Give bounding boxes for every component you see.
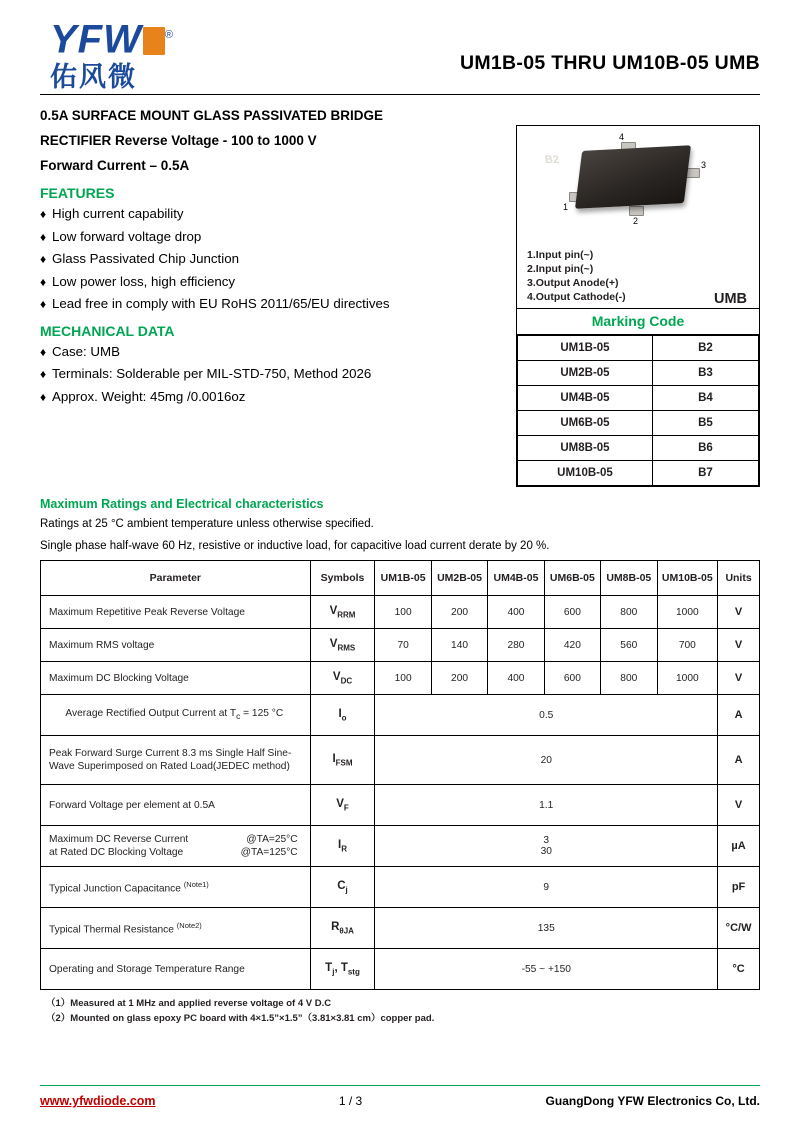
ratings-heading: Maximum Ratings and Electrical characteristics: [40, 497, 324, 511]
footer-row: [40, 1094, 760, 1108]
column-header-um1b: UM1B-05: [375, 561, 431, 596]
marking-code: B3: [652, 361, 758, 386]
pin-description-list: [517, 248, 759, 308]
value-cell: 140: [431, 629, 487, 662]
symbol-main: I: [332, 752, 336, 765]
mechanical-list: [40, 341, 495, 409]
symbol-cell: [310, 629, 375, 662]
mechanical-text: Terminals: Solderable per MIL-STD-750, Method 2026: [52, 366, 372, 381]
table-row: [41, 662, 760, 695]
marking-code: B5: [652, 411, 758, 436]
marking-code: B4: [652, 386, 758, 411]
chip-marking-text: B2: [544, 154, 560, 166]
registered-mark: ®: [164, 29, 174, 41]
unit-cell: °C/W: [718, 908, 760, 949]
parameter-text: Typical Junction Capacitance: [49, 883, 184, 895]
value-cell: 400: [488, 662, 544, 695]
symbol-cell: [310, 785, 375, 826]
mechanical-heading: MECHANICAL DATA: [40, 322, 175, 339]
column-header-um4b: UM4B-05: [488, 561, 544, 596]
column-header-parameter: Parameter: [41, 561, 311, 596]
value-cell: 800: [601, 662, 657, 695]
unit-cell: A: [718, 736, 760, 785]
parameter-name: Maximum DC Blocking Voltage: [41, 662, 311, 695]
symbol-main: V: [336, 797, 344, 810]
symbol-main: T: [325, 961, 333, 974]
value-cell-merged: 9: [375, 867, 718, 908]
symbol-main: V: [329, 637, 338, 650]
pin-2-icon: [629, 206, 644, 216]
mechanical-text: Approx. Weight: 45mg /0.0016oz: [52, 388, 246, 404]
symbol-sub: RMS: [337, 643, 356, 653]
column-header-um2b: UM2B-05: [431, 561, 487, 596]
package-name-label: UMB: [713, 291, 747, 307]
parameter-name: Peak Forward Surge Current 8.3 ms Single Half Sine-Wave Superimposed on Rated Load(JEDEC method): [41, 736, 311, 785]
page-number: 1 / 3: [338, 1094, 363, 1108]
symbol-sub: RRM: [337, 610, 356, 620]
product-subtitle-line3: Forward Current – 0.5A: [40, 158, 190, 173]
list-item: [40, 341, 495, 364]
list-item: [40, 386, 495, 409]
symbol-main: I: [338, 838, 342, 851]
column-header-um10b: UM10B-05: [657, 561, 718, 596]
pin-number-3: 3: [701, 160, 707, 170]
marking-part: UM2B-05: [518, 361, 653, 386]
value-cell: 100: [375, 596, 431, 629]
pin-description: 2.Input pin(~): [527, 263, 594, 275]
logo-chinese-name: 佑风微: [50, 62, 137, 93]
value-cell: 800: [601, 596, 657, 629]
pin-description: 1.Input pin(~): [527, 249, 594, 261]
table-row: [518, 411, 759, 436]
symbol-cell: [310, 596, 375, 629]
marking-code-heading: Marking Code: [517, 308, 759, 335]
features-heading: FEATURES: [40, 185, 115, 201]
value-cell: 600: [544, 596, 600, 629]
feature-text: Low forward voltage drop: [52, 228, 202, 244]
parameter-text: Maximum DC Reverse Current: [49, 834, 189, 845]
value-cell: 200: [431, 596, 487, 629]
chip-body-icon: [575, 145, 691, 209]
bullet-icon: ♦: [40, 367, 47, 381]
product-subtitle-line2: RECTIFIER Reverse Voltage - 100 to 1000 V: [40, 133, 317, 148]
symbol-sub: F: [343, 803, 349, 813]
feature-text: Low power loss, high efficiency: [52, 273, 236, 289]
pin-description: 4.Output Cathode(-): [527, 291, 626, 303]
features-list: [40, 203, 495, 316]
pin-number-1: 1: [563, 202, 569, 212]
list-item: [40, 363, 495, 386]
marking-part: UM6B-05: [518, 411, 653, 436]
symbol-cell: [310, 695, 375, 736]
symbol2-sub: stg: [347, 967, 360, 977]
parameter-text: Typical Thermal Resistance: [49, 924, 177, 936]
value-line-1: 3: [543, 835, 550, 846]
table-row: [518, 436, 759, 461]
table-row: [41, 736, 760, 785]
parameter-name: [41, 908, 311, 949]
table-row: [41, 629, 760, 662]
bullet-icon: ♦: [40, 252, 47, 266]
unit-cell: µA: [718, 826, 760, 867]
table-row: [41, 867, 760, 908]
table-row: [41, 826, 760, 867]
unit-cell: pF: [718, 867, 760, 908]
symbol-main: R: [331, 920, 340, 933]
marking-part: UM1B-05: [518, 336, 653, 361]
parameter-line-2: [49, 846, 308, 859]
value-line-2: 30: [540, 846, 552, 857]
symbol-sub: j: [345, 885, 348, 895]
parameter-name: [41, 867, 311, 908]
bullet-icon: ♦: [40, 207, 47, 221]
description-column: [40, 103, 495, 408]
value-cell: 1000: [657, 596, 718, 629]
symbol-main: V: [329, 604, 338, 617]
table-row: [41, 596, 760, 629]
symbol-sub: DC: [340, 676, 353, 686]
value-cell: 70: [375, 629, 431, 662]
table-row: [41, 785, 760, 826]
parameter-note-ref: (Note2): [176, 921, 202, 931]
list-item: [40, 293, 495, 316]
value-cell-merged: 1.1: [375, 785, 718, 826]
parameter-name: [41, 695, 311, 736]
symbol-main: V: [332, 670, 341, 683]
parameter-name: Maximum Repetitive Peak Reverse Voltage: [41, 596, 311, 629]
parameter-note-ref: (Note1): [183, 880, 209, 890]
unit-cell: V: [718, 629, 760, 662]
value-cell: 100: [375, 662, 431, 695]
symbol-cell: [310, 662, 375, 695]
parameter-name: [41, 826, 311, 867]
list-item: [40, 271, 495, 294]
page-footer: [40, 1085, 760, 1108]
value-cell: 600: [544, 662, 600, 695]
bullet-icon: ♦: [40, 274, 47, 289]
parameter-name: Forward Voltage per element at 0.5A: [41, 785, 311, 826]
feature-text: High current capability: [52, 206, 184, 221]
unit-cell: V: [718, 596, 760, 629]
symbol-cell: [310, 826, 375, 867]
website-link[interactable]: www.yfwdiode.com: [40, 1094, 156, 1108]
value-cell-merged: -55 ~ +150: [375, 949, 718, 990]
value-cell: 200: [431, 662, 487, 695]
table-row: [41, 908, 760, 949]
pin-number-2: 2: [633, 216, 639, 226]
parameter-condition: @TA=25°C: [246, 834, 298, 845]
pin-number-4: 4: [619, 132, 625, 142]
bullet-icon: ♦: [40, 297, 47, 311]
symbol-cell: [310, 908, 375, 949]
parameter-condition: @TA=125°C: [240, 847, 298, 858]
bullet-icon: ♦: [40, 229, 47, 244]
unit-cell: V: [718, 662, 760, 695]
table-row: [518, 461, 759, 486]
symbol-main: I: [338, 707, 342, 720]
footer-divider: [40, 1085, 760, 1086]
value-cell: 560: [601, 629, 657, 662]
list-item: [40, 226, 495, 249]
parameter-subscript: c: [236, 711, 241, 722]
package-drawing: [517, 126, 759, 248]
marking-code: B6: [652, 436, 758, 461]
symbol2-main: T: [340, 961, 348, 974]
bullet-icon: ♦: [40, 389, 47, 404]
header-divider: [40, 94, 760, 95]
footnote-2: （2）Mounted on glass epoxy PC board with 4×1.5”×1.5”（3.81×3.81 cm）copper pad.: [46, 1013, 435, 1024]
parameter-text: at Rated DC Blocking Voltage: [49, 847, 184, 858]
table-header-row: [41, 561, 760, 596]
value-cell-merged: 135: [375, 908, 718, 949]
table-row: [41, 695, 760, 736]
symbol-cell: [310, 867, 375, 908]
top-section: [40, 103, 760, 493]
value-cell: 420: [544, 629, 600, 662]
value-cell-merged: [375, 826, 718, 867]
value-cell-merged: 20: [375, 736, 718, 785]
marking-code: B7: [652, 461, 758, 486]
bullet-icon: ♦: [40, 344, 47, 359]
logo-text: YFW: [50, 17, 142, 62]
symbol-cell: [310, 736, 375, 785]
pin-description: 3.Output Anode(+): [527, 277, 619, 289]
page-header: [40, 0, 760, 92]
product-subtitle-line1: 0.5A SURFACE MOUNT GLASS PASSIVATED BRIDGE: [40, 108, 384, 123]
symbol-main: C: [337, 879, 346, 892]
table-row: [518, 386, 759, 411]
column-header-units: Units: [718, 561, 760, 596]
value-cell: 1000: [657, 662, 718, 695]
table-row: [41, 949, 760, 990]
feature-text: Glass Passivated Chip Junction: [52, 251, 239, 266]
mechanical-text: Case: UMB: [52, 343, 120, 359]
company-logo: [50, 14, 260, 92]
unit-cell: A: [718, 695, 760, 736]
marking-part: UM4B-05: [518, 386, 653, 411]
page-title: UM1B-05 THRU UM10B-05 UMB: [459, 52, 760, 74]
ratings-note-1: Ratings at 25 °C ambient temperature unless otherwise specified.: [40, 518, 374, 530]
logo-wordmark: [50, 14, 174, 60]
table-row: [518, 336, 759, 361]
package-box: [516, 125, 760, 487]
symbol-cell: $T_j$, $T_{stg}$: [310, 949, 375, 990]
feature-text: Lead free in comply with EU RoHS 2011/65/EU directives: [52, 296, 390, 311]
marking-part: UM10B-05: [518, 461, 653, 486]
list-item: [40, 248, 495, 271]
parameter-text: Average Rectified Output Current at T: [65, 707, 237, 719]
symbol-sub: R: [341, 844, 347, 854]
symbol-sub: j: [332, 967, 335, 977]
unit-cell: °C: [718, 949, 760, 990]
marking-code: B2: [652, 336, 758, 361]
unit-cell: V: [718, 785, 760, 826]
column-header-um8b: UM8B-05: [601, 561, 657, 596]
logo-bar-icon: [143, 27, 165, 55]
value-cell: 400: [488, 596, 544, 629]
specifications-table: [40, 560, 760, 990]
parameter-name: Operating and Storage Temperature Range: [41, 949, 311, 990]
column-header-symbols: Symbols: [310, 561, 375, 596]
symbol-sub: o: [341, 713, 347, 723]
ratings-note-2: Single phase half-wave 60 Hz, resistive or inductive load, for capacitive load current derate by 20 %.: [40, 540, 550, 552]
parameter-tail: = 125 °C: [240, 707, 284, 719]
parameter-line-1: [49, 833, 308, 846]
list-item: [40, 203, 495, 226]
company-name: GuangDong YFW Electronics Co, Ltd.: [545, 1094, 760, 1108]
value-cell-merged: 0.5: [375, 695, 718, 736]
marking-part: UM8B-05: [518, 436, 653, 461]
column-header-um6b: UM6B-05: [544, 561, 600, 596]
chip-logo-text: YFW: [539, 138, 571, 153]
value-cell: 700: [657, 629, 718, 662]
chip-polarity-mark: +: [591, 136, 599, 151]
footnotes: [40, 996, 760, 1026]
symbol-sub: θJA: [339, 926, 354, 936]
parameter-name: Maximum RMS voltage: [41, 629, 311, 662]
value-cell: 280: [488, 629, 544, 662]
marking-code-table: [517, 335, 759, 486]
symbol-sub: FSM: [335, 758, 353, 768]
footnote-1: （1）Measured at 1 MHz and applied reverse voltage of 4 V D.C: [46, 998, 332, 1009]
table-row: [518, 361, 759, 386]
